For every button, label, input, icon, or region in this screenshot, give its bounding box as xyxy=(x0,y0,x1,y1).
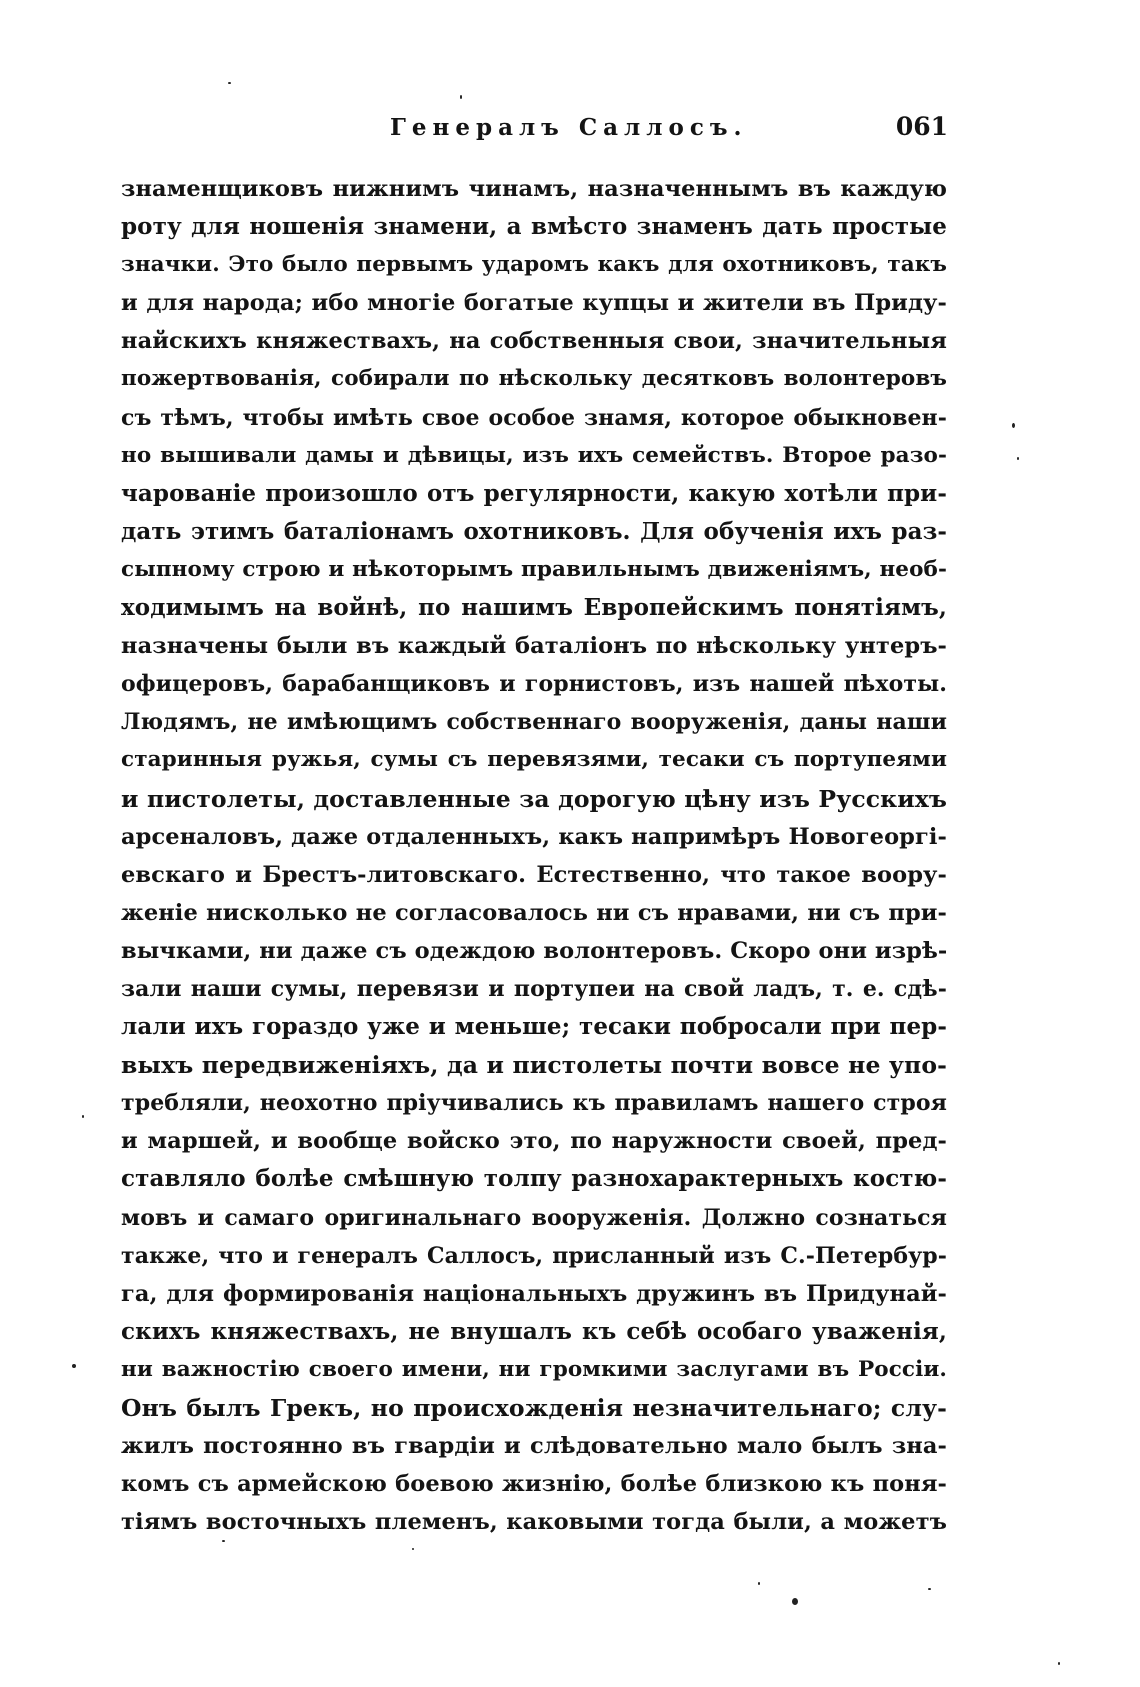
scan-speck xyxy=(792,1598,798,1605)
text-line: старинныя ружья, сумы съ перевязями, тесаки съ портупеями xyxy=(121,747,947,773)
text-line: женіе нисколько не согласовалось ни съ нравами, ни съ при- xyxy=(121,899,947,926)
text-line: назначены были въ каждый баталіонъ по нѣскольку унтеръ- xyxy=(121,633,947,660)
text-line: мовъ и самаго оригинальнаго вооруженія. Должно сознаться xyxy=(121,1204,947,1231)
text-line: лали ихъ гораздо уже и меньше; тесаки побросали при пер- xyxy=(121,1013,947,1041)
text-line: найскихъ княжествахъ, на собственныя свои, значительныя xyxy=(121,328,947,355)
text-line: га, для формированія національныхъ дружинъ въ Придунай- xyxy=(121,1280,947,1307)
text-line: тіямъ восточныхъ племенъ, каковыми тогда были, а можетъ xyxy=(121,1509,947,1536)
text-line: и маршей, и вообще войско это, по наружности своей, пред- xyxy=(121,1128,947,1155)
text-line: офицеровъ, барабанщиковъ и горнистовъ, изъ нашей пѣхоты. xyxy=(121,671,947,698)
running-title: Генералъ Саллосъ. xyxy=(390,114,748,141)
text-line: ставляло болѣе смѣшную толпу разнохарактерныхъ костю- xyxy=(121,1165,947,1193)
scan-speck xyxy=(928,1588,931,1590)
text-line: чарованіе произошло отъ регулярности, какую хотѣли при- xyxy=(121,479,947,507)
body-text xyxy=(121,170,947,1541)
text-line: ни важностію своего имени, ни громкими заслугами въ Россіи. xyxy=(121,1356,947,1382)
text-line: но вышивали дамы и дѣвицы, изъ ихъ семействъ. Второе разо- xyxy=(121,442,947,468)
scan-speck xyxy=(412,1548,414,1550)
page-number: 061 xyxy=(895,112,948,141)
scan-speck xyxy=(460,95,462,99)
scan-speck xyxy=(1058,1662,1060,1665)
text-line: дать этимъ баталіонамъ охотниковъ. Для обученія ихъ раз- xyxy=(121,517,947,545)
text-line: выхъ передвиженіяхъ, да и пистолеты почти вовсе не упо- xyxy=(121,1051,947,1080)
text-line: съ тѣмъ, чтобы имѣть свое особое знамя, которое обыкновен- xyxy=(121,404,947,431)
text-line: и пистолеты, доставленные за дорогую цѣну изъ Русскихъ xyxy=(121,784,947,813)
text-line: комъ съ армейскою боевою жизнію, болѣе близкою къ поня- xyxy=(121,1471,947,1498)
text-line: вычками, ни даже съ одеждою волонтеровъ. Скоро они изрѣ- xyxy=(121,937,948,964)
text-line: Онъ былъ Грекъ, но происхожденія незначительнаго; слу- xyxy=(121,1394,947,1422)
text-line: значки. Это было первымъ ударомъ какъ для охотниковъ, такъ xyxy=(121,252,947,278)
scan-speck xyxy=(1017,457,1019,460)
scan-speck xyxy=(758,1582,760,1585)
text-line: зали наши сумы, перевязи и портупеи на свой ладъ, т. е. сдѣ- xyxy=(121,975,947,1002)
text-line: и для народа; ибо многіе богатые купцы и жители въ Приду- xyxy=(121,290,947,317)
scan-speck xyxy=(82,1115,84,1118)
text-line: жилъ постоянно въ гвардіи и слѣдовательно мало былъ зна- xyxy=(121,1433,947,1460)
text-line: Людямъ, не имѣющимъ собственнаго вооруженія, даны наши xyxy=(121,709,947,736)
text-line: роту для ношенія знамени, а вмѣсто знаменъ дать простые xyxy=(121,213,947,241)
running-head xyxy=(120,112,948,152)
text-line: пожертвованія, собирали по нѣскольку десятковъ волонтеровъ xyxy=(121,366,947,392)
text-line: знаменщиковъ нижнимъ чинамъ, назначеннымъ въ каждую xyxy=(121,176,947,202)
text-line: скихъ княжествахъ, не внушалъ къ себѣ особаго уваженія, xyxy=(121,1317,947,1345)
text-line: требляли, неохотно пріучивались къ правиламъ нашего строя xyxy=(121,1090,947,1117)
text-line: сыпному строю и нѣкоторымъ правильнымъ движеніямъ, необ- xyxy=(121,556,947,582)
scan-speck xyxy=(72,1364,76,1368)
scan-speck xyxy=(222,1540,225,1542)
text-line: евскаго и Брестъ-литовскаго. Естественно, что такое воору- xyxy=(121,861,947,888)
scan-speck xyxy=(1012,423,1015,428)
text-line: арсеналовъ, даже отдаленныхъ, какъ напримѣръ Новогеоргі- xyxy=(121,823,947,850)
text-line: ходимымъ на войнѣ, по нашимъ Европейскимъ понятіямъ, xyxy=(121,594,947,622)
text-line: также, что и генералъ Саллосъ, присланный изъ С.-Петербур- xyxy=(121,1242,947,1269)
scan-speck xyxy=(228,82,231,84)
